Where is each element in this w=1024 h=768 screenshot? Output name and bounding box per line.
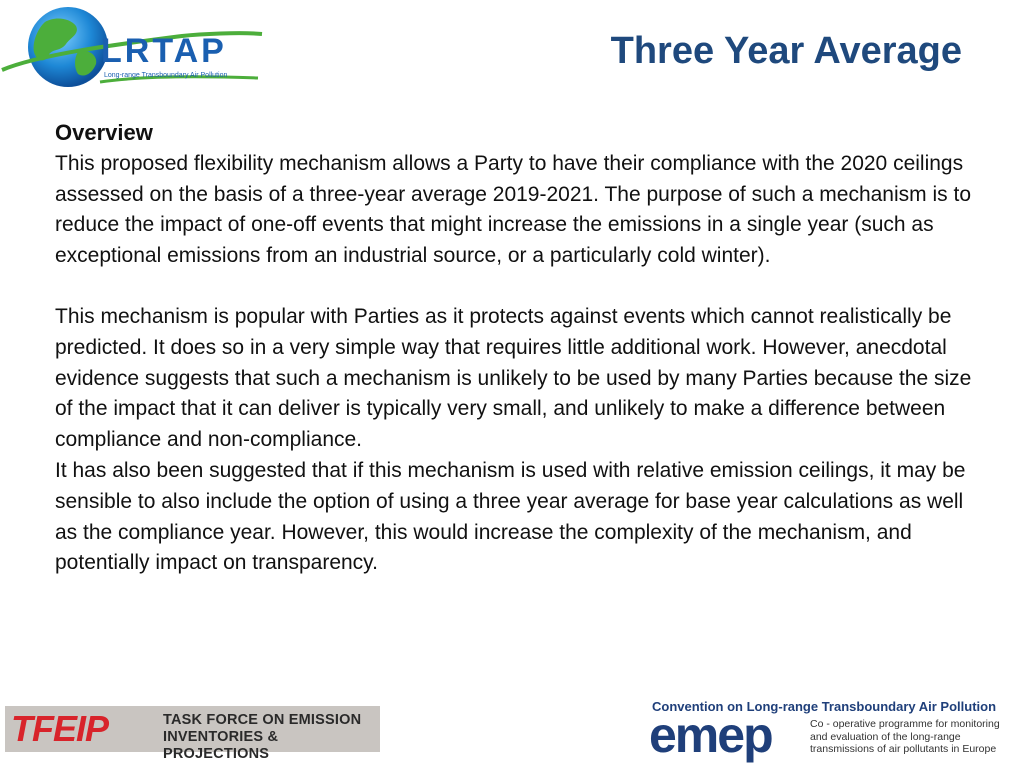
paragraph-2: This mechanism is popular with Parties as it protects against events which cannot realistically be predicted. It does so in a very simple way that requires little additional work. However, anecdotal evidence suggests that such a mechanism is unlikely to be used by many Parties because the size of the impact that it can deliver is typically very small, and unlikely to make a difference between compliance and non-compliance.	[55, 304, 972, 452]
emep-convention-text: Convention on Long-range Transboundary Air Pollution	[652, 699, 997, 714]
emep-logo-mark: emep	[649, 707, 772, 763]
emep-line-2: and evaluation of the long-range	[810, 730, 961, 743]
overview-heading: Overview	[55, 120, 153, 145]
paragraph-1: This proposed flexibility mechanism allows a Party to have their compliance with the 2020 ceilings assessed on the basis of a three-year average 2019-2021. The purpose of such a mechanism is to reduce the impact of one-off events that might increase the emissions in a single year (such as exceptional emissions from an industrial source, or a particularly cold winter).	[55, 151, 971, 268]
tfeip-line-1: TASK FORCE ON EMISSION	[163, 712, 362, 728]
emep-description	[810, 718, 1000, 756]
emep-logo	[645, 698, 1024, 768]
page-title: Three Year Average	[610, 30, 962, 72]
paragraph-3: It has also been suggested that if this mechanism is used with relative emission ceilings, it may be sensible to also include the option of using a three year average for base year calculations as well as the compliance year. However, this would increase the complexity of the mechanism, and potentially impact on transparency.	[55, 458, 966, 575]
tfeip-logo-mark: TFEIP	[11, 708, 109, 749]
emep-line-1: Co - operative programme for monitoring	[810, 718, 1000, 730]
lrtap-logo	[0, 4, 270, 90]
tfeip-logo	[5, 706, 380, 762]
emep-line-3: transmissions of air pollutants in Europe	[810, 743, 997, 755]
lrtap-logo-subtitle: Long-range Transboundary Air Pollution	[104, 72, 228, 79]
tfeip-line-2: INVENTORIES & PROJECTIONS	[163, 729, 279, 762]
paragraph-spacer	[55, 272, 975, 302]
tfeip-label	[163, 712, 380, 763]
main-content	[55, 118, 975, 579]
lrtap-logo-text: LRTAP	[101, 32, 227, 70]
